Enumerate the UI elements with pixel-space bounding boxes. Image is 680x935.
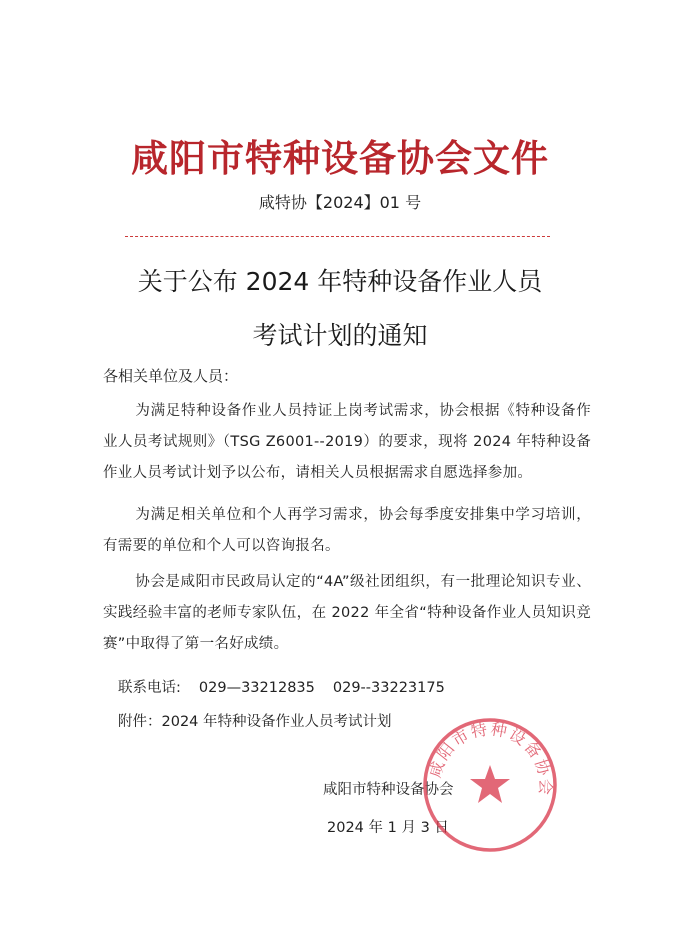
notice-title-line1: 关于公布 2024 年特种设备作业人员 [137, 267, 543, 296]
paragraph [103, 396, 591, 489]
paragraph-text: 协会是咸阳市民政局认定的“4A”级社团组织，有一批理论知识专业、实践经验丰富的老师专家队伍，在 2022 年全省“特种设备作业人员知识竞赛”中取得了第一名好成绩。 [103, 574, 591, 652]
paragraph-text: 为满足相关单位和个人再学习需求，协会每季度安排集中学习培训，有需要的单位和个人可以咨询报名。 [103, 507, 591, 554]
salutation: 各相关单位及人员： [103, 367, 239, 385]
paragraph [103, 500, 591, 562]
red-divider-line [125, 236, 550, 237]
paragraph [103, 567, 591, 660]
contact-line [118, 676, 463, 697]
phone-number: 029--33223175 [332, 680, 445, 696]
notice-title-line2: 考试计划的通知 [252, 321, 428, 350]
official-seal-stamp [420, 715, 560, 855]
contact-label: 联系电话: [118, 680, 181, 696]
attachment-line: 附件：2024 年特种设备作业人员考试计划 [118, 714, 392, 730]
document-header-title: 咸阳市特种设备协会文件 [131, 137, 549, 180]
document-number: 咸特协【2024】01 号 [258, 193, 422, 212]
svg-text:咸阳市特种设备协会: 咸阳市特种设备协会 [425, 719, 556, 798]
paragraph-text: 为满足特种设备作业人员持证上岗考试需求，协会根据《特种设备作业人员考试规则》（TSG Z6001--2019）的要求，现将 2024 年特种设备作业人员考试计划予以公布，请相关人员根据需求自愿选择参加。 [103, 403, 591, 481]
signature-date: 2024 年 1 月 3 日 [327, 820, 449, 836]
phone-number: 029—33212835 [198, 680, 315, 696]
star-icon [470, 765, 510, 803]
signature-organization: 咸阳市特种设备协会 [323, 782, 454, 798]
